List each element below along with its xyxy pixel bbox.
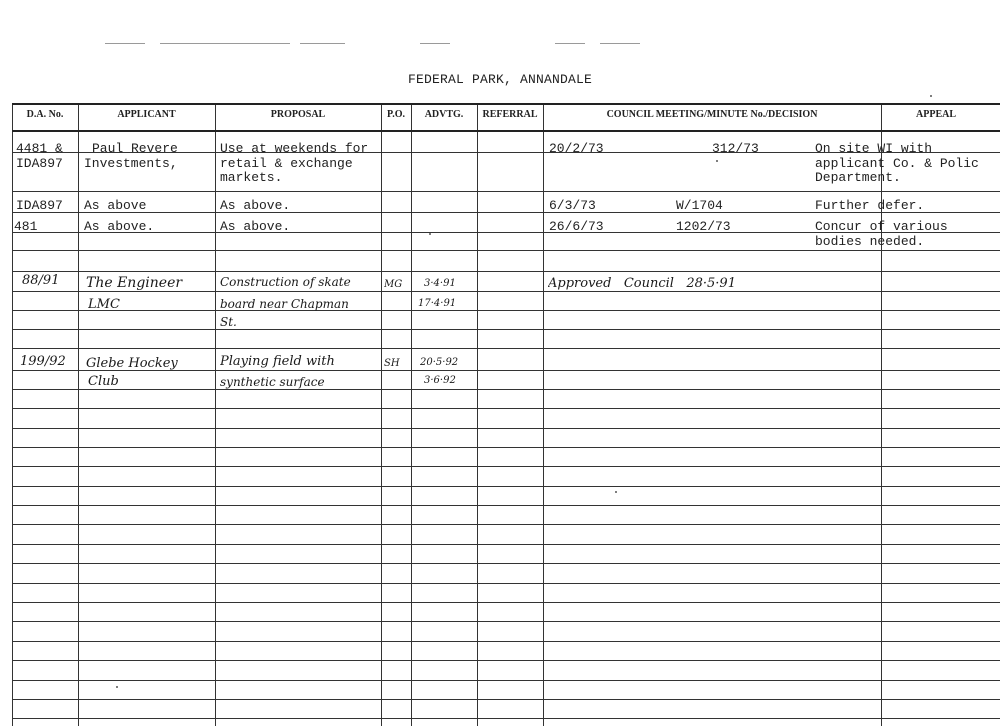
grid-row-rule bbox=[12, 250, 1000, 251]
hand-2-proposal-line-2: synthetic surface bbox=[220, 375, 325, 389]
grid-column-rule bbox=[881, 103, 882, 726]
entry-1-proposal-line-2: retail & exchange bbox=[220, 156, 353, 171]
grid-row-rule bbox=[12, 389, 1000, 390]
entry-1-decision-line-2: applicant Co. & Polic bbox=[815, 156, 979, 171]
hand-2-proposal-line-1: Playing field with bbox=[220, 354, 335, 369]
grid-column-rule bbox=[12, 103, 13, 726]
entry-1-da-no-line-1: 4481 & bbox=[16, 141, 63, 156]
grid-column-rule bbox=[381, 103, 382, 726]
grid-row-rule bbox=[12, 408, 1000, 409]
grid-row-rule bbox=[12, 544, 1000, 545]
hand-2-da-no: 199/92 bbox=[20, 354, 66, 369]
grid-row-rule bbox=[12, 699, 1000, 700]
ink-speck bbox=[716, 160, 718, 162]
grid-row-rule bbox=[12, 524, 1000, 525]
ink-speck bbox=[116, 686, 118, 688]
hand-1-proposal-line-2: board near Chapman bbox=[220, 297, 349, 311]
hand-1-decision: Approved Council 28·5·91 bbox=[548, 276, 736, 291]
entry-1-applicant-line-1: Paul Revere bbox=[92, 141, 178, 156]
grid-column-rule bbox=[78, 103, 79, 726]
entry-2-proposal: As above. bbox=[220, 198, 291, 213]
hand-1-advtg-1: 3·4·91 bbox=[424, 278, 456, 289]
entry-3-decision-line-2: bodies needed. bbox=[815, 234, 925, 249]
grid-row-rule bbox=[12, 505, 1000, 506]
entry-2-meeting: 6/3/73 bbox=[549, 198, 596, 213]
hand-1-applicant-line-2: LMC bbox=[88, 297, 120, 312]
entry-3-minute: 1202/73 bbox=[676, 219, 731, 234]
entry-3-decision-line-1: Concur of various bbox=[815, 219, 948, 234]
hand-2-po: SH bbox=[384, 358, 400, 369]
entry-2-minute: W/1704 bbox=[676, 198, 723, 213]
ink-speck bbox=[429, 233, 431, 235]
entry-1-meeting: 20/2/73 bbox=[549, 141, 604, 156]
grid-column-rule bbox=[215, 103, 216, 726]
grid-row-rule bbox=[12, 103, 1000, 105]
grid-row-rule bbox=[12, 602, 1000, 603]
header-da-no: D.A. No. bbox=[26, 109, 64, 120]
header-referral: REFERRAL bbox=[482, 109, 538, 120]
entry-1-proposal-line-3: markets. bbox=[220, 170, 283, 185]
hand-1-proposal-line-1: Construction of skate bbox=[220, 275, 351, 289]
entry-1-applicant-line-2: Investments, bbox=[84, 156, 178, 171]
entry-1-decision-line-3: Department. bbox=[815, 170, 901, 185]
grid-row-rule bbox=[12, 428, 1000, 429]
grid-row-rule bbox=[12, 680, 1000, 681]
header-appeal: APPEAL bbox=[916, 109, 956, 120]
entry-2-decision: Further defer. bbox=[815, 198, 925, 213]
hand-2-advtg-1: 20·5·92 bbox=[420, 357, 459, 368]
grid-row-rule bbox=[12, 447, 1000, 448]
grid-row-rule bbox=[12, 641, 1000, 642]
hand-1-applicant-line-1: The Engineer bbox=[86, 275, 183, 291]
entry-1-minute: 312/73 bbox=[712, 141, 759, 156]
hand-2-advtg-2: 3·6·92 bbox=[424, 375, 456, 386]
grid-row-rule bbox=[12, 660, 1000, 661]
hand-1-advtg-2: 17·4·91 bbox=[418, 298, 457, 309]
grid-row-rule bbox=[12, 329, 1000, 330]
grid-row-rule bbox=[12, 291, 1000, 292]
ink-speck bbox=[930, 95, 932, 97]
page-title: FEDERAL PARK, ANNANDALE bbox=[407, 72, 593, 87]
header-proposal: PROPOSAL bbox=[270, 109, 326, 120]
entry-3-meeting: 26/6/73 bbox=[549, 219, 604, 234]
grid-row-rule bbox=[12, 486, 1000, 487]
grid-column-rule bbox=[477, 103, 478, 726]
entry-1-decision-line-1: On site WI with bbox=[815, 141, 933, 156]
header-po: P.O. bbox=[387, 109, 405, 120]
header-council: COUNCIL MEETING/MINUTE No./DECISION bbox=[606, 109, 818, 120]
grid-row-rule bbox=[12, 130, 1000, 132]
header-applicant: APPLICANT bbox=[117, 109, 176, 120]
header-advtg: ADVTG. bbox=[424, 109, 464, 120]
ink-speck bbox=[615, 491, 617, 493]
hand-2-applicant-line-1: Glebe Hockey bbox=[86, 356, 178, 371]
entry-1-da-no-line-2: IDA897 bbox=[16, 156, 63, 171]
entry-3-applicant: As above. bbox=[84, 219, 155, 234]
grid-column-rule bbox=[543, 103, 544, 726]
grid-row-rule bbox=[12, 271, 1000, 272]
grid-row-rule bbox=[12, 191, 1000, 192]
hand-1-da-no: 88/91 bbox=[22, 273, 60, 288]
entry-3-da-no: 481 bbox=[14, 219, 38, 234]
entry-1-proposal-line-1: Use at weekends for bbox=[220, 141, 369, 156]
grid-row-rule bbox=[12, 563, 1000, 564]
grid-row-rule bbox=[12, 621, 1000, 622]
grid-row-rule bbox=[12, 348, 1000, 349]
hand-1-proposal-line-3: St. bbox=[220, 315, 237, 329]
entry-2-da-no: IDA897 bbox=[16, 198, 63, 213]
grid-row-rule bbox=[12, 583, 1000, 584]
hand-2-applicant-line-2: Club bbox=[88, 374, 119, 389]
hand-1-po: MG bbox=[384, 279, 403, 290]
entry-2-applicant: As above bbox=[84, 198, 147, 213]
grid-row-rule bbox=[12, 718, 1000, 719]
entry-3-proposal: As above. bbox=[220, 219, 291, 234]
grid-column-rule bbox=[411, 103, 412, 726]
grid-row-rule bbox=[12, 466, 1000, 467]
